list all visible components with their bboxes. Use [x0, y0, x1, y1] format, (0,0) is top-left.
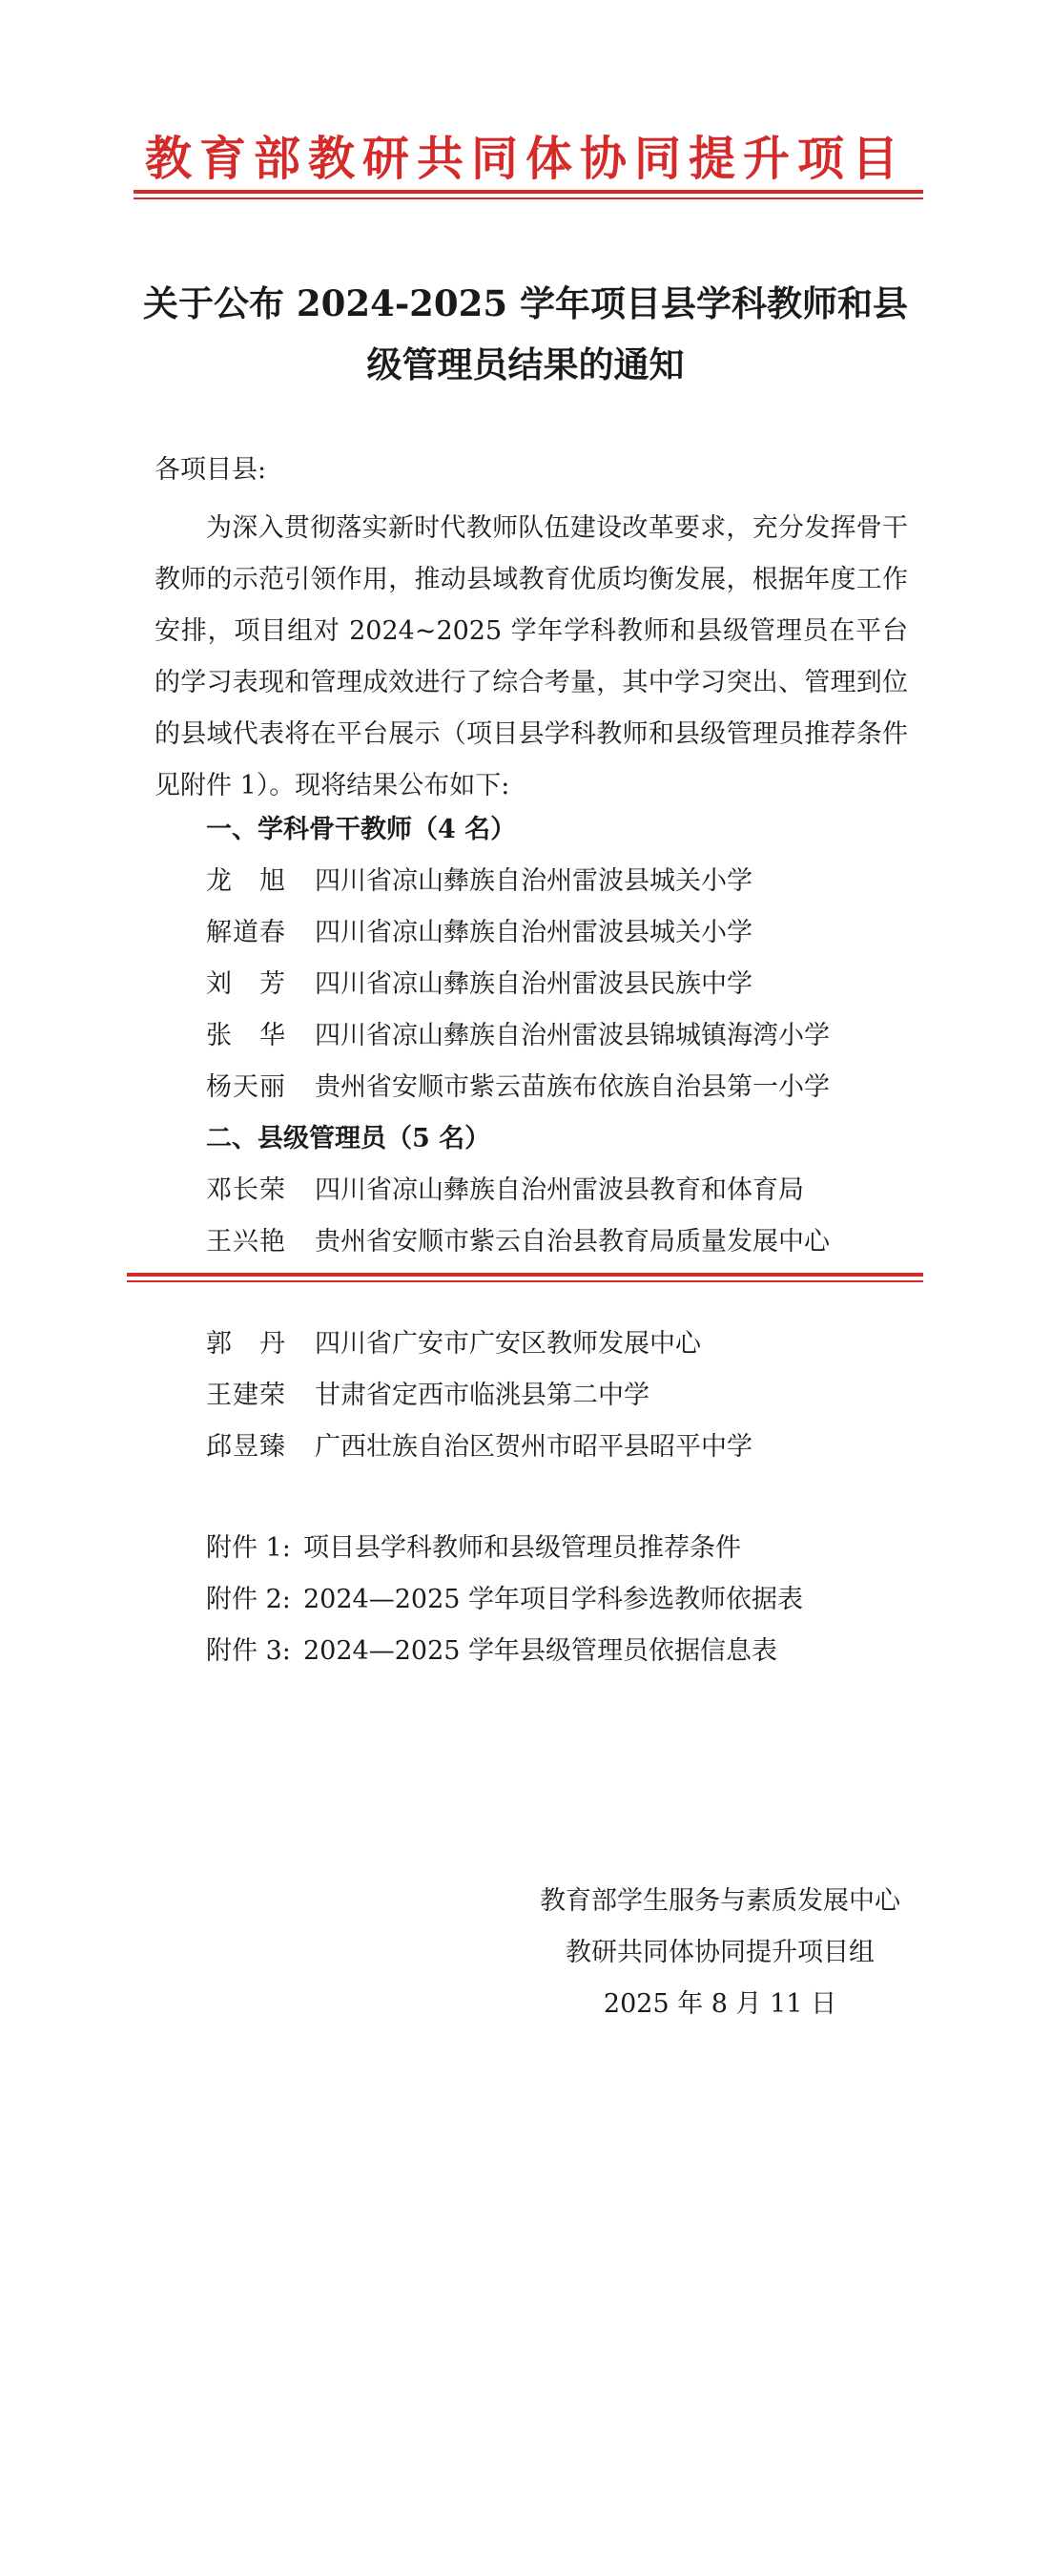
list-item-unit: 四川省广安市广安区教师发展中心 [315, 1329, 701, 1359]
list-item-name: 杨天丽 [206, 1072, 286, 1102]
list-item-unit: 四川省凉山彝族自治州雷波县城关小学 [315, 918, 752, 947]
list-item-name: 解道春 [206, 918, 286, 947]
notice-title-line1: 关于公布 2024-2025 学年项目县学科教师和县 [142, 282, 909, 324]
list-item-unit: 广西壮族自治区贺州市昭平县昭平中学 [315, 1432, 752, 1462]
list-item-unit: 四川省凉山彝族自治州雷波县锦城镇海湾小学 [315, 1021, 830, 1050]
list-item-name: 邱昱臻 [206, 1432, 286, 1462]
list-item-name: 龙 旭 [206, 866, 286, 896]
attachment-text: 2024—2025 学年县级管理员依据信息表 [303, 1636, 778, 1666]
list-item-name: 王建荣 [206, 1381, 286, 1410]
section2-heading: 二、县级管理员（5 名） [206, 1124, 491, 1153]
attachment-label: 附件 1: [206, 1533, 291, 1563]
list-item-name: 王兴艳 [206, 1227, 286, 1257]
notice-body: 为深入贯彻落实新时代教师队伍建设改革要求，充分发挥骨干教师的示范引领作用，推动县域教育优质均衡发展，根据年度工作安排，项目组对 2024~2025 学年学科教师和县级管理员在平台的学习表现和管理成效进行了综合考量，其中学习突出、管理到位的县域代表将在平台展示（项目县学科教师和县级管理员推荐条件见附件 1）。现将结果公布如下: [155, 513, 908, 800]
attachment-label: 附件 3: [206, 1636, 291, 1666]
list-item-unit: 甘肃省定西市临洮县第二中学 [315, 1381, 649, 1410]
signature-date: 2025 年 8 月 11 日 [603, 1989, 837, 2019]
header-rule-thin [134, 197, 923, 199]
list-item-unit: 四川省凉山彝族自治州雷波县教育和体育局 [315, 1175, 804, 1205]
header-org-title: 教育部教研共同体协同提升项目 [144, 131, 906, 186]
section1-heading: 一、学科骨干教师（4 名） [206, 815, 517, 844]
notice-title [134, 273, 917, 395]
attachment-text: 2024—2025 学年项目学科参选教师依据表 [303, 1585, 804, 1614]
signature-org2: 教研共同体协同提升项目组 [566, 1938, 875, 1967]
divider-rule-thick [127, 1273, 923, 1277]
list-item-name: 张 华 [206, 1021, 286, 1050]
attachment-text: 项目县学科教师和县级管理员推荐条件 [303, 1533, 741, 1563]
divider-rule-thin [127, 1280, 923, 1282]
list-item-unit: 四川省凉山彝族自治州雷波县民族中学 [315, 969, 752, 999]
header-rule-thick [134, 190, 923, 194]
list-item-unit: 贵州省安顺市紫云自治县教育局质量发展中心 [315, 1227, 830, 1257]
list-item-unit: 贵州省安顺市紫云苗族布依族自治县第一小学 [315, 1072, 830, 1102]
salutation: 各项目县: [155, 455, 267, 485]
list-item-unit: 四川省凉山彝族自治州雷波县城关小学 [315, 866, 752, 896]
notice-title-line2: 级管理员结果的通知 [366, 343, 685, 385]
list-item-name: 邓长荣 [206, 1175, 286, 1205]
signature-org1: 教育部学生服务与素质发展中心 [540, 1886, 900, 1916]
attachment-label: 附件 2: [206, 1585, 291, 1614]
list-item-name: 郭 丹 [206, 1329, 286, 1359]
list-item-name: 刘 芳 [206, 969, 286, 999]
